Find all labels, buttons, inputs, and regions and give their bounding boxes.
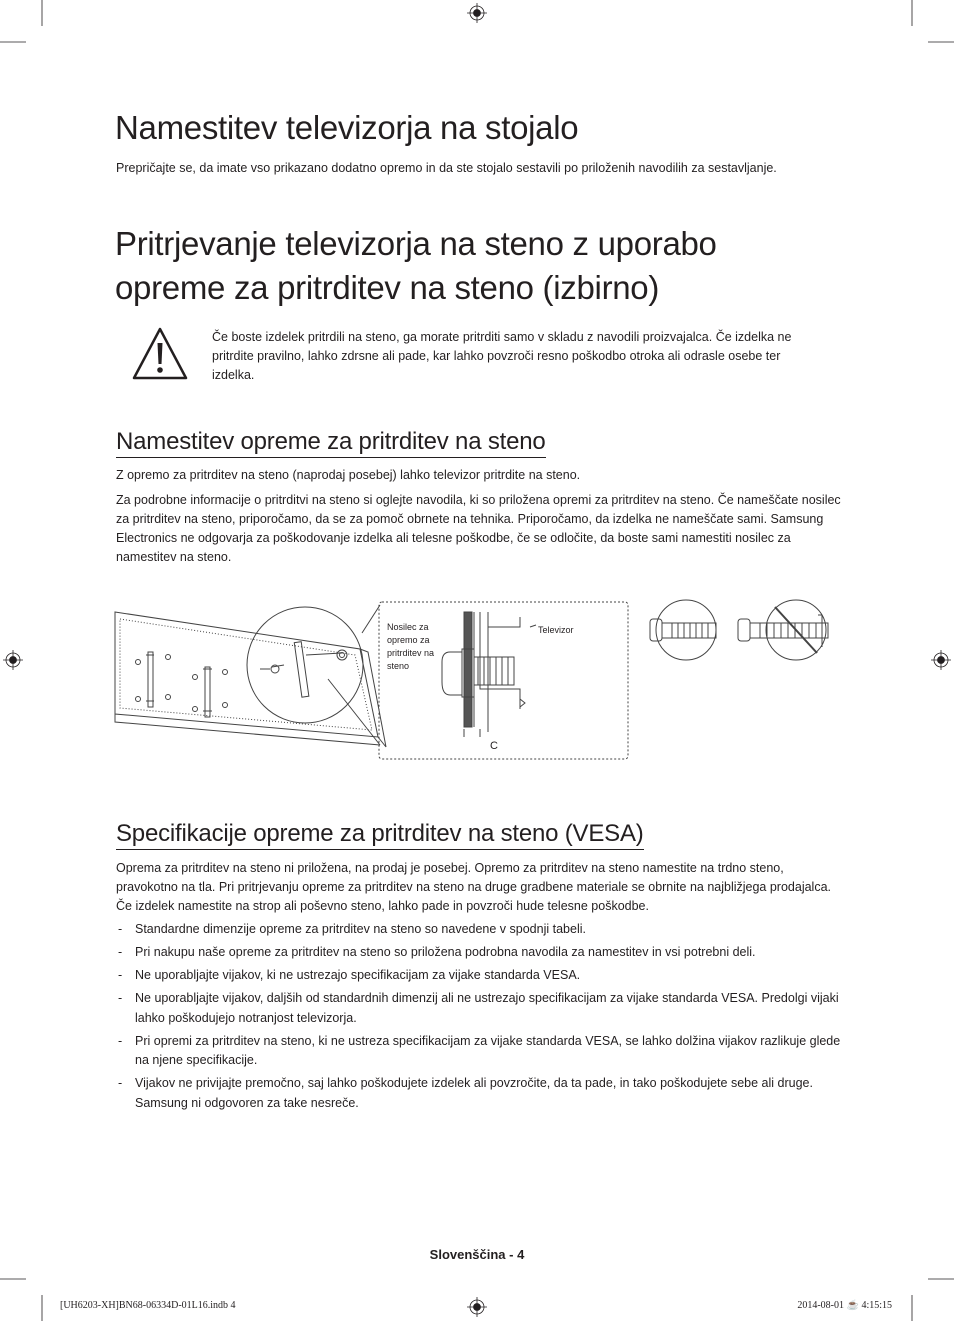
tv-back-illustration xyxy=(115,612,386,747)
registration-mark-right xyxy=(931,650,951,670)
list-item: - Vijakov ne privijajte premočno, saj lahko poškodujete izdelek ali povzročite, da ta pade, in tako poškodujete sebe ali druge. Samsung ni odgovoren za take nesreče. xyxy=(118,1076,813,1110)
stand-title: Namestitev televizorja na stojalo xyxy=(115,109,579,146)
bracket-label-line4: steno xyxy=(387,661,410,671)
vesa-bullet-list xyxy=(116,920,841,1117)
wall-title-line1: Pritrjevanje televizorja na steno z uporabo xyxy=(115,225,717,262)
list-item: - Standardne dimenzije opreme za pritrditev na steno so navedene v spodnji tabeli. xyxy=(118,922,586,936)
tv-label: Televizor xyxy=(538,625,574,635)
wall-mount-diagram xyxy=(110,597,840,767)
install-para-2: Za podrobne informacije o pritrditvi na steno si oglejte navodila, ki so priložena opremi za pritrditev na steno. Če nameščate nosilec za pritrditev na steno, priporočamo, da se za pomoč obrnete na tehnika. Priporočamo, da izdelka ne nameščate sami. Samsung Electronics ne odgovarja za poškodovanje izdelka ali telesne poškodbe, če se odločite, da boste sami namestiti nosilec za namestitev na steno. xyxy=(116,493,841,564)
warning-text: Če boste izdelek pritrdili na steno, ga morate pritrditi samo v skladu z navodili proizvajalca. Če izdelka ne pritrdite pravilno, lahko zdrsne ali pade, kar lahko povzroči resno poškodbo otroka ali odrasle osebe ter izdelka. xyxy=(212,330,792,382)
bracket-label-line3: pritrditev na xyxy=(387,648,435,658)
registration-mark-top xyxy=(467,3,487,23)
vesa-heading: Specifikacije opreme za pritrditev na steno (VESA) xyxy=(116,820,644,850)
install-para-1: Z opremo za pritrditev na steno (naprodaj posebej) lahko televizor pritrdite na steno. xyxy=(116,468,581,482)
list-item: - Ne uporabljajte vijakov, daljših od standardnih dimenzij ali ne ustrezajo specifikacijam za vijake standarda VESA. Predolgi vijaki lahko poškodujejo notranjost televizorja. xyxy=(118,991,839,1025)
registration-mark-left xyxy=(3,650,23,670)
footer-file-info: [UH6203-XH]BN68-06334D-01L16.indb 4 xyxy=(60,1300,236,1311)
bracket-label-line1: Nosilec za xyxy=(387,622,429,632)
vesa-para: Oprema za pritrditev na steno ni priložena, na prodaj je posebej. Opremo za pritrditev na steno namestite na trdno steno, pravokotno na tla. Pri pritrjevanju opreme za pritrditev na steno na druge gradbene materiale se obrnite na najbližjega prodajalca. Če izdelek namestite na strop ali poševno steno, lahko pade in povzroči hude telesne poškodbe. xyxy=(116,861,832,913)
footer-timestamp: 2014-08-01 ☕ 4:15:15 xyxy=(797,1300,892,1311)
list-item: - Pri nakupu naše opreme za pritrditev na steno so priložena podrobna navodila za namestitev in vsi potrebni deli. xyxy=(118,945,756,959)
zoom-circle xyxy=(247,607,363,723)
warning-icon xyxy=(132,326,188,382)
correct-screw xyxy=(650,600,716,660)
install-heading: Namestitev opreme za pritrditev na steno xyxy=(116,428,546,458)
list-item: - Ne uporabljajte vijakov, ki ne ustrezajo specifikacijam za vijake standarda VESA. xyxy=(118,968,581,982)
wall-title-line2: opreme za pritrditev na steno (izbirno) xyxy=(115,269,660,306)
incorrect-screw xyxy=(738,600,828,660)
page-number: Slovenščina - 4 xyxy=(429,1247,525,1262)
cross-section-detail xyxy=(442,612,536,737)
list-item: - Pri opremi za pritrditev na steno, ki ne ustreza specifikacijam za vijake standarda VESA, se lahko dolžina vijakov razlikuje glede na njene specifikacije. xyxy=(118,1033,841,1067)
stand-text: Prepričajte se, da imate vso prikazano dodatno opremo in da ste stojalo sestavili po priloženih navodilih za sestavljanje. xyxy=(116,161,777,175)
dimension-c-label: C xyxy=(490,740,498,752)
registration-mark-bottom xyxy=(467,1297,487,1317)
bracket-label-line2: opremo za xyxy=(387,635,430,645)
